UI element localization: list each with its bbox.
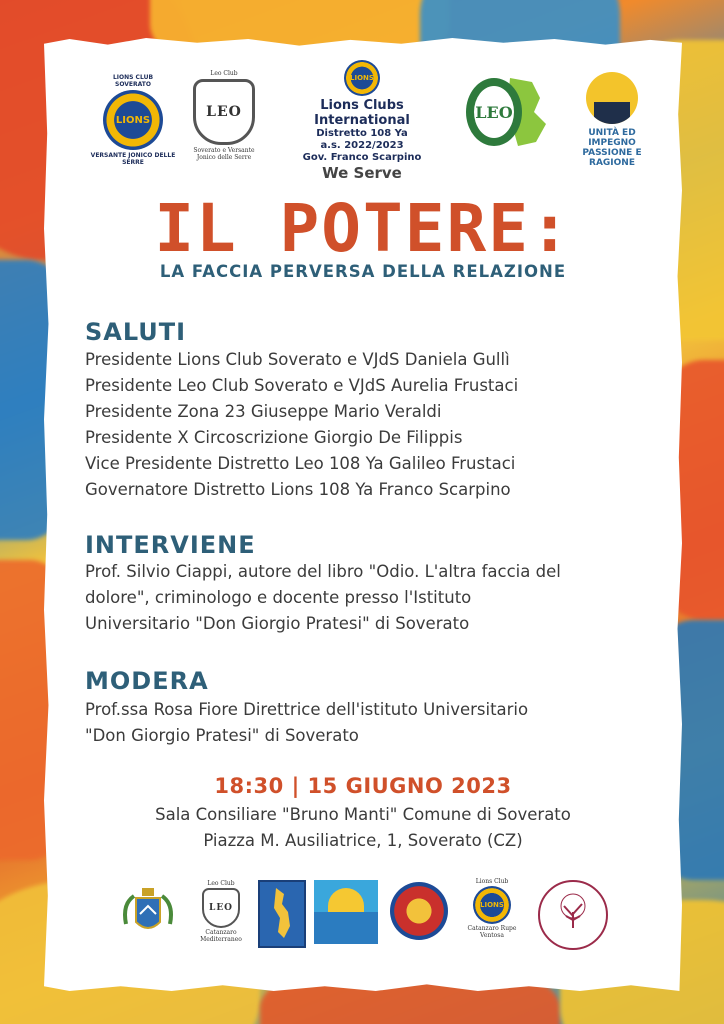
saluti-line: Presidente Lions Club Soverato e VJdS Daniela Gullì [85,350,510,369]
interviene-text [85,559,561,637]
leo-district-logo [462,72,554,152]
interviene-line: dolore", criminologo e docente presso l'Istituto [85,588,472,607]
saluti-line: Governatore Distretto Lions 108 Ya Franco Scarpino [85,480,511,499]
venue-line: Sala Consiliare "Bruno Manti" Comune di Soverato [155,805,571,824]
logo-top-text: LIONS CLUB SOVERATO [112,74,154,88]
event-date [44,774,682,798]
leo-soverato-logo [184,70,264,161]
leo-catanzaro-logo [196,880,246,943]
emblem-text: LIONS [480,901,504,909]
emblem-text: LEO [208,903,234,913]
logo-bottom-text: Mediterraneo [200,936,242,943]
logo-bottom-text: Catanzaro Rupe [467,925,517,932]
istituto-pratesi-seal-icon [538,880,608,950]
saluti-list [85,347,518,503]
lions-emblem-icon [473,886,511,924]
lci-block [274,60,450,182]
we-serve-motto: We Serve [322,164,402,182]
emblem-text: LEO [206,104,242,120]
city-sun-icon [586,72,638,124]
logo-bottom-text: Soverato e Versante Jonico delle Serre [193,147,255,161]
leo-district-map-icon [462,72,554,152]
event-venue [44,802,682,854]
catanzaro-mediterraneo-icon [314,880,378,944]
unita-line1: UNITÀ ED IMPEGNO [588,128,636,148]
leo-emblem-icon [193,79,255,145]
logo-bottom-text: Catanzaro [205,929,237,936]
logo-bottom-text: Ventosa [480,932,504,939]
date-separator: | [291,774,300,798]
event-day: 15 GIUGNO 2023 [307,774,512,798]
calabria-map-icon [258,880,306,948]
modera-heading: MODERA [85,667,209,695]
unita-logo [570,72,654,168]
lci-title: Lions Clubs International [314,98,410,128]
saluti-heading: SALUTI [85,318,187,346]
logo-top-text: Leo Club [210,70,238,77]
unita-line2: PASSIONE E RAGIONE [582,148,642,168]
modera-line: "Don Giorgio Pratesi" di Soverato [85,726,359,745]
modera-text [85,697,528,749]
saluti-line: Presidente X Circoscrizione Giorgio De Filippis [85,428,463,447]
emblem-text: LIONS [115,114,151,126]
lions-emblem-icon: LIONS [344,60,380,96]
saluti-line: Presidente Leo Club Soverato e VJdS Aurelia Frustaci [85,376,519,395]
interviene-line: Prof. Silvio Ciappi, autore del libro "Odio. L'altra faccia del [85,562,561,581]
leo-emblem-icon [202,888,240,928]
page-title: IL POTERE: [154,190,572,267]
logo-bottom-text: VERSANTE JONICO DELLE SERRE [90,152,176,166]
lci-line: a.s. 2022/2023 [320,140,404,151]
emblem-text: LEO [475,103,513,122]
lions-catanzaro-logo [464,878,520,939]
modera-line: Prof.ssa Rosa Fiore Direttrice dell'istituto Universitario [85,700,529,719]
interviene-heading: INTERVIENE [85,531,256,559]
saluti-line: Presidente Zona 23 Giuseppe Mario Veraldi [85,402,442,421]
page-subtitle: LA FACCIA PERVERSA DELLA RELAZIONE [159,262,567,281]
logo-top-text: Lions Club [475,878,509,885]
lci-line: Distretto 108 Ya [316,128,408,139]
logo-top-text: Leo Club [207,880,235,887]
comune-crest-icon [118,884,178,944]
lions-soverato-logo [90,74,176,166]
event-time: 18:30 [214,774,284,798]
interviene-line: Universitario "Don Giorgio Pratesi" di Soverato [85,614,470,633]
venue-line: Piazza M. Ausiliatrice, 1, Soverato (CZ) [203,831,523,850]
lions-emblem-icon [103,90,163,150]
lci-line: Gov. Franco Scarpino [302,152,422,163]
district-badge-icon [390,882,448,940]
saluti-line: Vice Presidente Distretto Leo 108 Ya Galileo Frustaci [85,454,516,473]
